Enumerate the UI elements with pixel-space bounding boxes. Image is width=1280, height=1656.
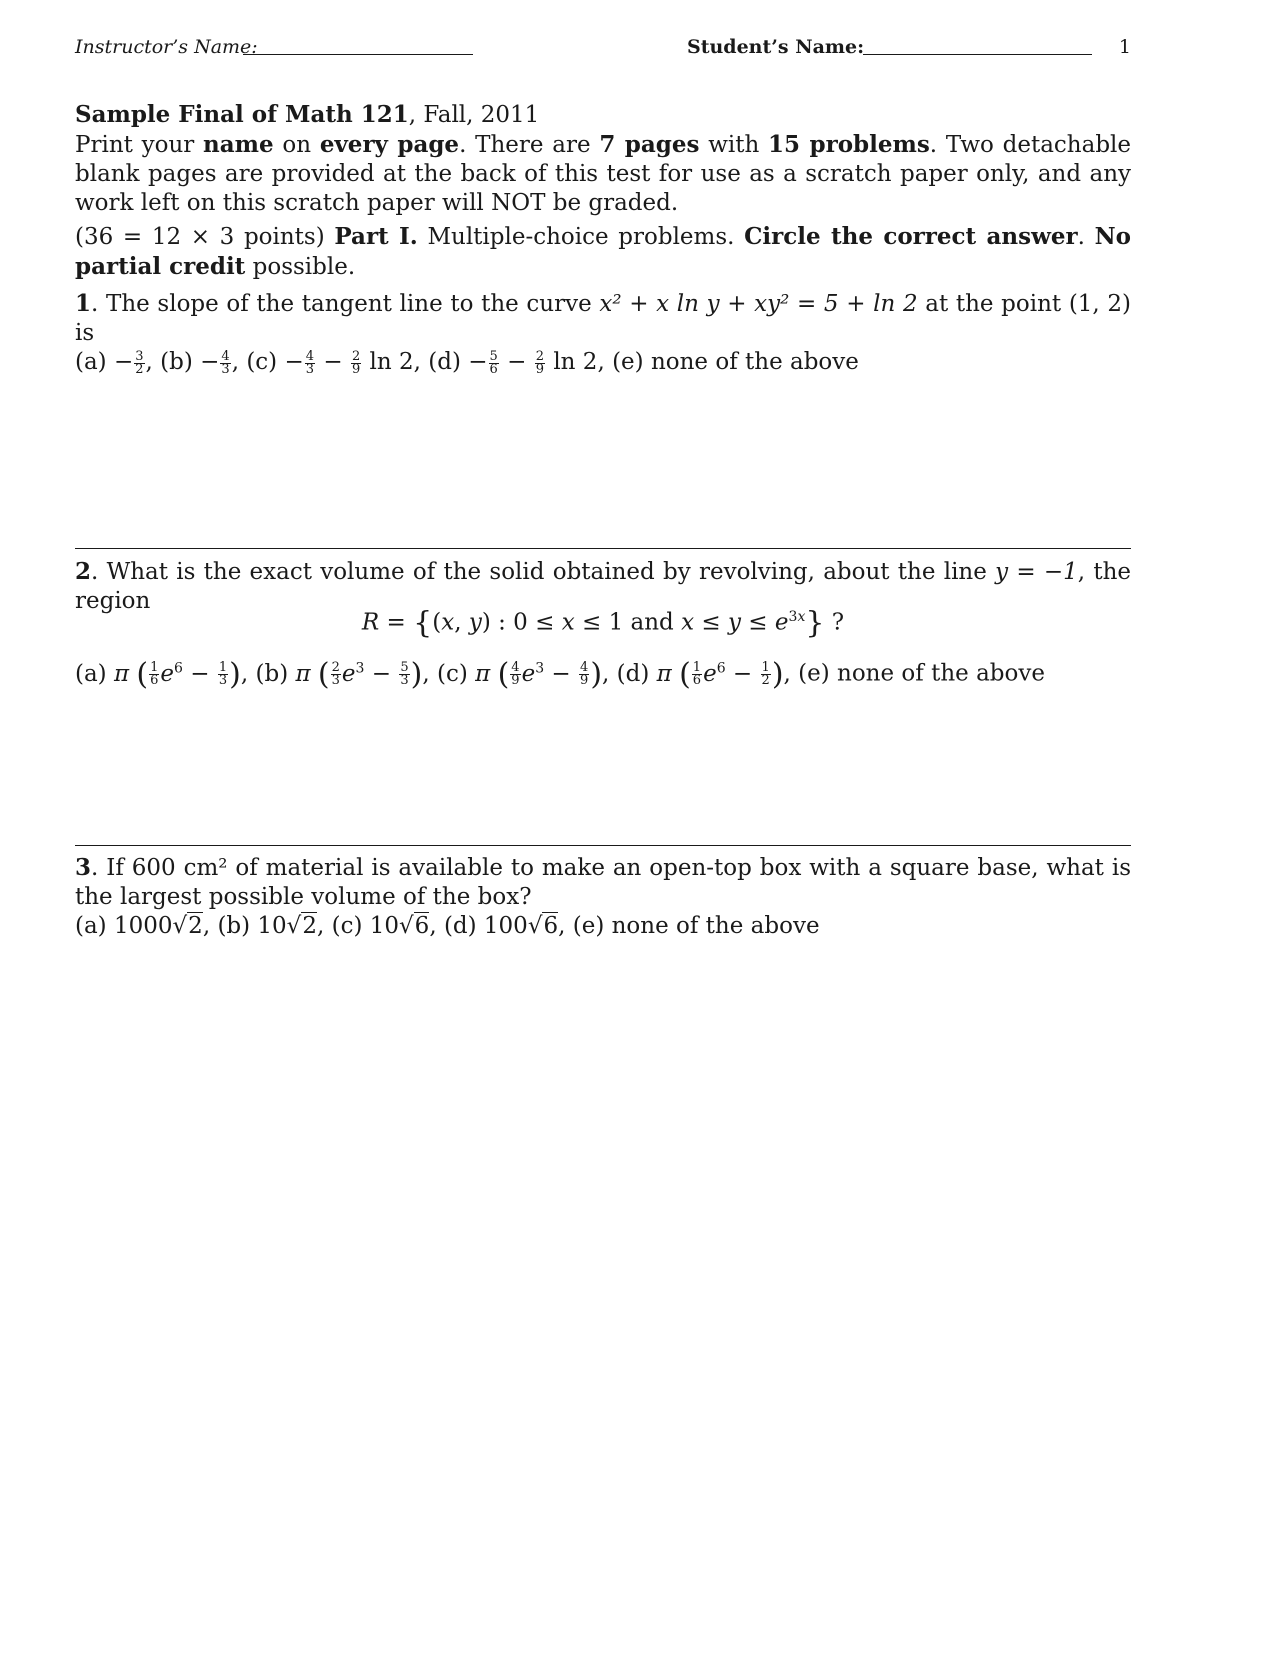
student-name-label: Student’s Name: xyxy=(687,36,865,58)
problem-1-choice-e[interactable]: (e) none of the above xyxy=(612,349,859,375)
instr-name-bold: name xyxy=(203,131,274,158)
instr-every-page-bold: every page xyxy=(319,131,460,158)
problem-3-text: If 600 cm² of material is available to make an open-top box with a square base, what is the largest possible volume of the box? xyxy=(75,855,1131,910)
part1-no-partial: No partial credit xyxy=(75,223,1131,280)
exam-page xyxy=(75,0,1131,1656)
exam-title-term: , Fall, 2011 xyxy=(408,102,540,128)
problem-1-choices xyxy=(75,348,1131,377)
problem-3-question: 3. If 600 cm² of material is available to make an open-top box with a square base, what is the largest possible volume of the box? xyxy=(75,854,1131,910)
instr-text-a: Print your xyxy=(75,132,195,158)
problem-3-choice-e[interactable]: (e) none of the above xyxy=(572,913,820,939)
problem-3-choice-b[interactable]: (b) 10√2, xyxy=(217,913,325,939)
instr-text-e: . Two detachable blank pages are provided at the back of this test for use as a scratch paper only, and any work left on this scratch paper will NOT be graded. xyxy=(75,132,1132,216)
problem-2-choice-e[interactable]: (e) none of the above xyxy=(798,660,1045,687)
instr-text-d: with xyxy=(708,132,760,158)
divider-1 xyxy=(75,548,1131,549)
problem-3-choice-a[interactable]: (a) 1000√2, xyxy=(75,913,211,939)
instructor-name-field[interactable] xyxy=(243,54,473,55)
instructor-name-label: Instructor’s Name: xyxy=(75,36,258,58)
intro-block xyxy=(75,100,1131,218)
exam-title-bold: Sample Final of Math 121 xyxy=(75,101,409,128)
part1-circle: Circle the correct answer xyxy=(744,223,1078,250)
part1-period: . xyxy=(1077,224,1085,250)
page-header xyxy=(75,36,1131,64)
problem-2-choice-c[interactable]: (c) π ( $\frac{4}{9}$ $e^3$ − $\frac{4}{9}$ ), xyxy=(437,656,610,692)
problem-2-choice-b[interactable]: (b) π ( $\frac{2}{3}$ $e^3$ − $\frac{5}{3}$ ), xyxy=(255,656,430,692)
problem-1-text: The slope of the tangent line to the curve xyxy=(105,291,592,317)
problem-1-question: 1. The slope of the tangent line to the curve x² + x ln y + xy² = 5 + ln 2 at the point (1, 2) is xyxy=(75,290,1131,346)
problem-2-line-eq: y = −1 xyxy=(995,559,1078,585)
part1-label: Part I. xyxy=(334,223,418,250)
instr-text-b: on xyxy=(282,132,312,158)
problem-3-choices xyxy=(75,912,1131,941)
problem-2-choice-a[interactable]: (a) π ( $\frac{1}{6}$ $e^6$ − $\frac{1}{3}$ ), xyxy=(75,656,249,692)
instr-problems-bold: 15 problems xyxy=(768,131,930,158)
problem-1 xyxy=(75,289,1131,377)
problem-2-question: 2. What is the exact volume of the solid obtained by revolving, about the line y = −1, the region xyxy=(75,558,1132,614)
part1-possible: possible. xyxy=(252,254,356,280)
problem-2-text: What is the exact volume of the solid obtained by revolving, about the line xyxy=(106,559,987,585)
problem-1-equation: x² + x ln y + xy² = 5 + ln 2 xyxy=(599,291,918,317)
problem-1-choice-a[interactable]: (a) − $\frac{3}{2}$ , xyxy=(75,348,153,377)
instr-text-c: . There are xyxy=(459,132,591,158)
problem-3-number: 3 xyxy=(75,854,92,881)
problem-1-choice-b[interactable]: (b) − $\frac{4}{3}$ , xyxy=(160,348,240,377)
problem-2-number: 2 xyxy=(75,558,92,585)
problem-2-choices xyxy=(75,654,1131,692)
part1-desc: Multiple-choice problems. xyxy=(427,224,735,250)
problem-1-choice-d[interactable]: (d) − $\frac{5}{6}$ − $\frac{2}{9}$ ln 2, xyxy=(428,348,605,377)
exam-title xyxy=(75,100,1131,130)
problem-2-text2: , the region xyxy=(75,559,1132,614)
problem-1-choice-c[interactable]: (c) − $\frac{4}{3}$ − $\frac{2}{9}$ ln 2, xyxy=(246,348,421,377)
student-name-field[interactable] xyxy=(863,54,1092,55)
divider-2 xyxy=(75,845,1131,846)
problem-2-choice-d[interactable]: (d) π ( $\frac{1}{6}$ $e^6$ − $\frac{1}{2}$ ), xyxy=(616,656,791,692)
problem-3 xyxy=(75,853,1131,941)
part1-points: (36 = 12 × 3 points) xyxy=(75,224,325,250)
problem-1-text2: at the point (1, 2) is xyxy=(75,291,1131,346)
problem-2-region: R = {(x, y) : 0 ≤ x ≤ 1 and $x \le y \le e^{3x}$} ? xyxy=(361,605,845,641)
problem-3-choice-c[interactable]: (c) 10√6, xyxy=(331,913,437,939)
exam-instructions xyxy=(75,130,1131,218)
part1-instructions xyxy=(75,222,1131,282)
instr-pages-bold: 7 pages xyxy=(599,131,700,158)
problem-1-number: 1 xyxy=(75,290,92,317)
problem-3-choice-d[interactable]: (d) 100√6, xyxy=(443,913,566,939)
page-number: 1 xyxy=(1118,36,1131,58)
